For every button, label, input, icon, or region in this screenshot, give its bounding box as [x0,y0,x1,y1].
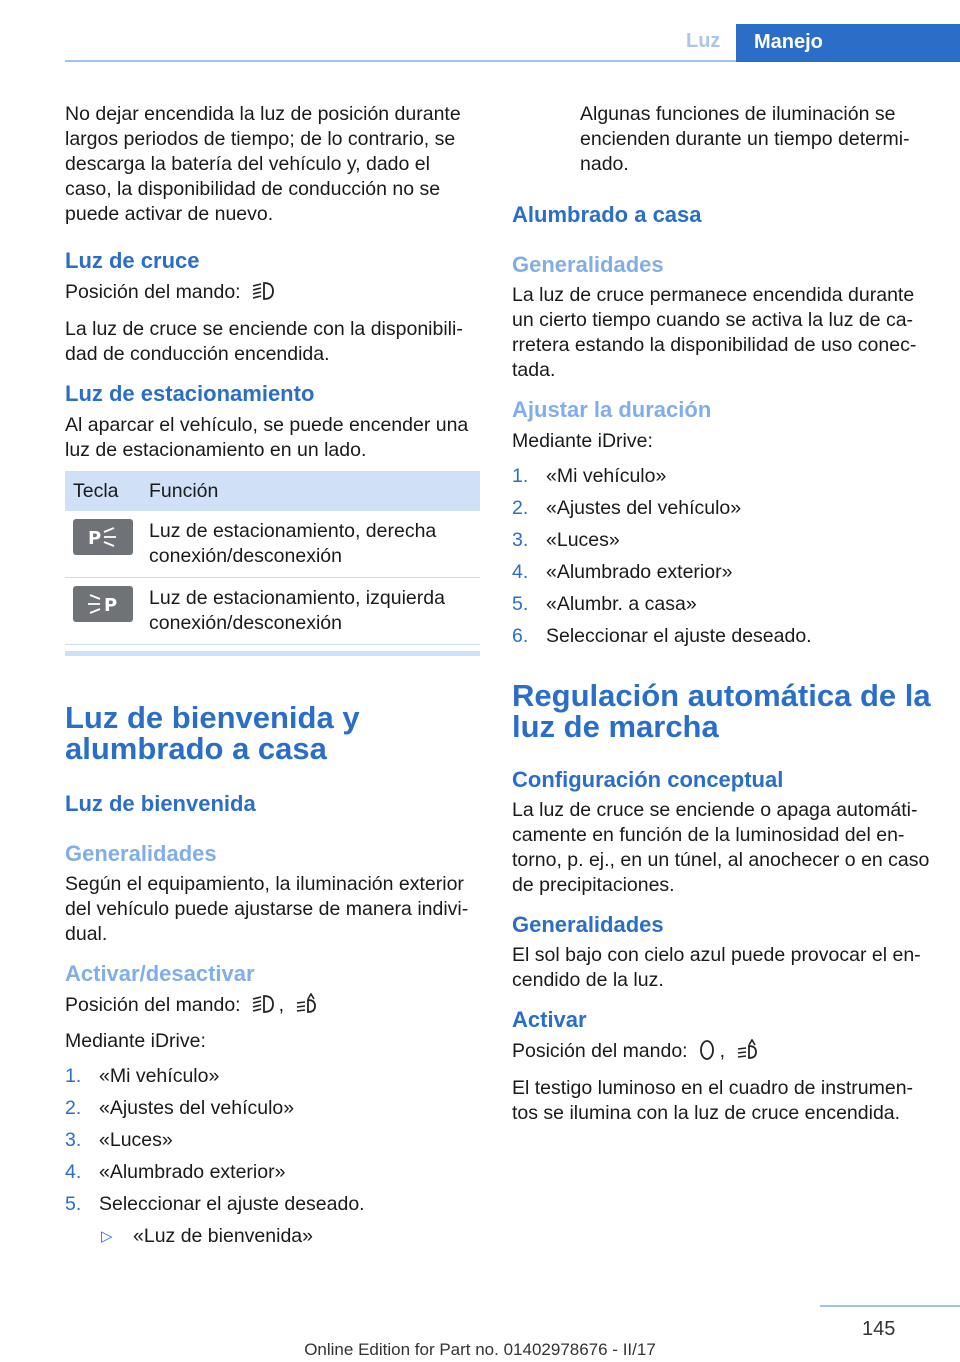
svg-text:P: P [88,528,102,548]
position-separator: , [278,994,285,1016]
list-item: 3. «Luces» [65,1129,173,1151]
heading-luz-de-estacionamiento: Luz de estacionamiento [65,381,315,406]
auto-light-icon [294,993,318,1022]
heading-generalidades: Generalidades [65,841,217,866]
duration-steps [512,464,932,649]
timed-functions-note: Algunas funciones de iluminación se encienden durante un tiempo determi‐nado. [580,103,910,175]
list-item: 5. «Alumbr. a casa» [512,593,697,615]
welcome-light-steps [65,1064,480,1217]
heading-generalidades: Generalidades [512,252,664,277]
table-bottom-rule [65,651,480,656]
parking-light-table [65,471,480,645]
edition-line: Online Edition for Part no. 01402978676 - II/17 [304,1340,656,1359]
generalidades2-body: El sol bajo con cielo azul puede provocar el en‐cendido de la luz. [512,944,921,991]
list-item: 6. Seleccionar el ajuste deseado. [512,625,812,647]
alumbrado-body: La luz de cruce permanece encendida durante un cierto tiempo cuando se activa la luz de ca‐rretera estando la disponibilidad de uso conec‐tada. [512,284,917,381]
table-cell-function: Luz de estacionamiento, izquierda conexión/desconexión [141,578,480,645]
activar-position-line [512,1039,932,1068]
idrive-label: Mediante iDrive: [512,430,653,452]
light-off-icon [698,1039,716,1068]
footer-rule [820,1305,960,1307]
svg-text:P: P [104,595,118,615]
header-chapter-tab: Manejo [736,24,960,62]
left-column [65,102,480,1249]
sub-list-item: ▷ «Luz de bienvenida» [101,1225,313,1247]
page-number: 145 [862,1318,896,1340]
list-item: 4. «Alumbrado exterior» [512,561,733,583]
list-item: 1. «Mi vehículo» [65,1065,220,1087]
heading-luz-de-bienvenida-y-alumbrado: Luz de bienvenida y alumbrado a casa [65,700,360,766]
low-beam-icon [251,993,275,1022]
table-cell-function: Luz de estacionamiento, derecha conexión/desconexión [141,511,480,578]
list-item: 2. «Ajustes del vehículo» [65,1097,295,1119]
activar-position-label: Posición del mando: [65,994,241,1016]
header-section: Luz [686,30,721,52]
position-separator: , [719,1040,726,1062]
estacionamiento-body: Al aparcar el vehículo, se puede encender una luz de estacionamiento en un lado. [65,414,469,461]
list-item: 4. «Alumbrado exterior» [65,1161,286,1183]
config-body: La luz de cruce se enciende o apaga automáti‐camente en función de la luminosidad del en‐torno, p. ej., en un túnel, al anochecer o en caso de precipitaciones. [512,799,930,896]
heading-ajustar-duracion: Ajustar la duración [512,397,712,422]
triangle-bullet-icon: ▷ [101,1228,113,1245]
table-header-key: Tecla [65,471,141,511]
heading-luz-de-bienvenida: Luz de bienvenida [65,791,256,816]
position-light-warning: No dejar encendida la luz de posición durante largos periodos de tiempo; de lo contrario, se descarga la batería del vehículo y, dado el caso, la disponibilidad de conducción no se puede activar de nuevo. [65,103,461,225]
table-row [65,578,480,645]
auto-light-icon [735,1039,759,1068]
cruce-position-line [65,280,480,309]
heading-activar-desactivar: Activar/desactivar [65,961,255,986]
cruce-body: La luz de cruce se enciende con la disponibili‐dad de conducción encendida. [65,318,463,365]
generalidades-body: Según el equipamiento, la iluminación exterior del vehículo puede ajustarse de manera indivi‐dual. [65,873,469,945]
cruce-position-label: Posición del mando: [65,281,241,303]
parking-light-right-icon [73,519,133,555]
list-item: 2. «Ajustes del vehículo» [512,497,742,519]
testigo-body: El testigo luminoso en el cuadro de instrumen‐tos se ilumina con la luz de cruce encendida. [512,1077,914,1124]
idrive-label: Mediante iDrive: [65,1030,206,1052]
activar-position-label: Posición del mando: [512,1040,688,1062]
table-header-function: Función [141,471,480,511]
activar-position-line [65,993,480,1022]
parking-light-left-icon [73,586,133,622]
heading-generalidades-2: Generalidades [512,912,664,937]
heading-activar: Activar [512,1007,587,1032]
low-beam-icon [251,280,275,309]
heading-configuracion-conceptual: Configuración conceptual [512,767,784,792]
list-item: 1. «Mi vehículo» [512,465,667,487]
list-item: 3. «Luces» [512,529,620,551]
table-row [65,511,480,578]
heading-regulacion-automatica: Regulación automática de la luz de marcha [512,678,931,744]
list-item: 5. Seleccionar el ajuste deseado. [65,1193,365,1215]
right-column [512,102,932,1126]
heading-luz-de-cruce: Luz de cruce [65,248,200,273]
heading-alumbrado-a-casa: Alumbrado a casa [512,202,702,227]
